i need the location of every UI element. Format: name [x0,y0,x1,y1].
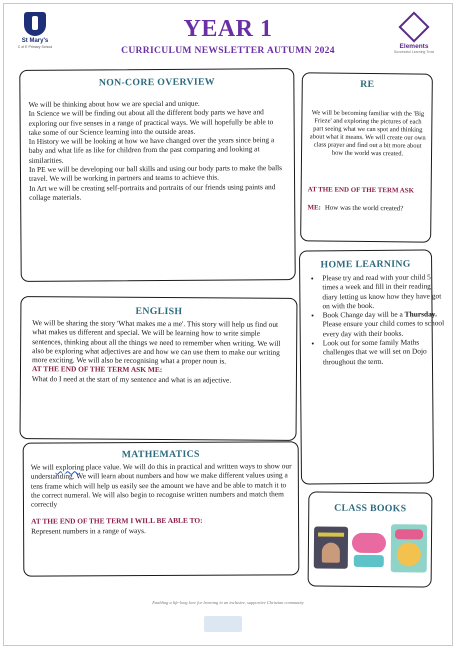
maths-body-start: We will [30,462,56,472]
re-panel [300,72,433,242]
list-item: • Look out for some family Maths challenges that we will set on Dojo throughout the term. [323,337,445,366]
maths-body-wrap [31,461,295,535]
school-logo-name: St Mary's [21,38,49,44]
book-change-rest: Please ensure your child comes to school every day with their books. [322,318,445,339]
re-body: We will be becoming familiar with the 'Big Frieze' and exploring the pictures of each part seeing what we can spot and thinking about what it means. We will create our own class prayer and find out a bit more about how the world was created. [309,109,426,157]
book-change-day: Thursday. [404,309,437,319]
trust-logo-sub: Successful Learning Trust [393,50,435,54]
english-body-wrap [32,318,290,385]
english-body: We will be sharing the story 'What makes me a me'. This story will help us find out what makes us different and special. We will be learning how to write simple sentences, thinking about all the things we need to remember when writing. We will also be exploring what adjectives are and how we can use them to make our writing more exciting. We will also be recognising what a proper noun is. [32,318,281,366]
maths-body-rest: place value. We will do this in practical and written ways to show our understanding. We will learn about numbers and how we make different values using a tens frame which will help us easily see the amount we have and be able to match it to the correct numeral. We will also begin to recognise written numbers and match them correctly [30,461,292,509]
non-core-overview-panel [19,68,295,282]
mathematics-panel [23,441,300,576]
maths-heading: MATHEMATICS [121,448,200,461]
maths-able-answer: Represent numbers in a range of ways. [31,525,146,536]
book-change-prefix: Book Change day will be a [322,309,405,320]
footer-logo-icon [204,616,242,632]
home-learning-heading: HOME LEARNING [320,258,411,271]
non-core-paragraph: In Art we will be creating self-portraits and portraits of our friends using paints and collage materials. [29,181,276,202]
non-core-paragraph: In Science we will be finding out about all the different body parts we have and exploring our five senses in a range of practical ways. We will hopefully be able to take some of our Science learning into the outside areas. [28,107,274,137]
list-item [323,310,445,339]
list-item: • Please try and read with your child 5 times a week and fill in their reading diary letting us know how they have got on with the book. [322,272,444,310]
class-books-heading: CLASS BOOKS [334,502,407,515]
non-core-paragraph: In PE we will be developing our ball skills and using our body parts to make the balls travel. We will be working in partners and teams to achieve this. [28,163,283,184]
re-ask [307,178,428,215]
re-ask-answer: How was the world created? [324,204,404,213]
maths-body [31,461,295,509]
trust-logo-name: Elements [399,43,429,50]
english-ask-label: AT THE END OF THE TERM ASK ME: [31,364,163,375]
english-ask-answer: What do I need at the start of my sentence and what is an adjective. [31,373,232,385]
book-cover-3-icon [391,524,427,572]
home-learning-panel [299,249,445,484]
english-panel [20,296,298,441]
class-books-panel [308,491,433,587]
maths-body-underlined: exploring [55,462,84,472]
home-learning-list [304,272,445,366]
non-core-paragraph: We will be thinking about how we are special and unique. [28,98,200,109]
non-core-paragraph: In History we will be looking at how we have changed over the years since being a baby and what life as like for children from the past comparing and looking at similarities. [28,135,275,165]
book-cover-2-icon [350,529,388,571]
page-subtitle: CURRICULUM NEWSLETTER AUTUMN 2024 [121,45,335,56]
footer-motto: Enabling a life-long love for learning in an inclusive, supportive Christian community [152,600,304,605]
maths-able-label: AT THE END OF THE TERM I WILL BE ABLE TO: [31,516,203,527]
book-covers [314,524,429,583]
re-body-wrap [308,109,427,158]
non-core-heading: NON-CORE OVERVIEW [98,76,215,89]
re-ask-label: AT THE END OF THE TERM ASK ME: [307,186,415,212]
non-core-body [28,98,286,202]
school-logo-sub: C of E Primary School [17,45,53,49]
page-title: YEAR 1 [183,16,273,42]
english-heading: ENGLISH [135,305,183,318]
re-heading: RE [360,78,375,91]
book-cover-1-icon [314,527,348,569]
